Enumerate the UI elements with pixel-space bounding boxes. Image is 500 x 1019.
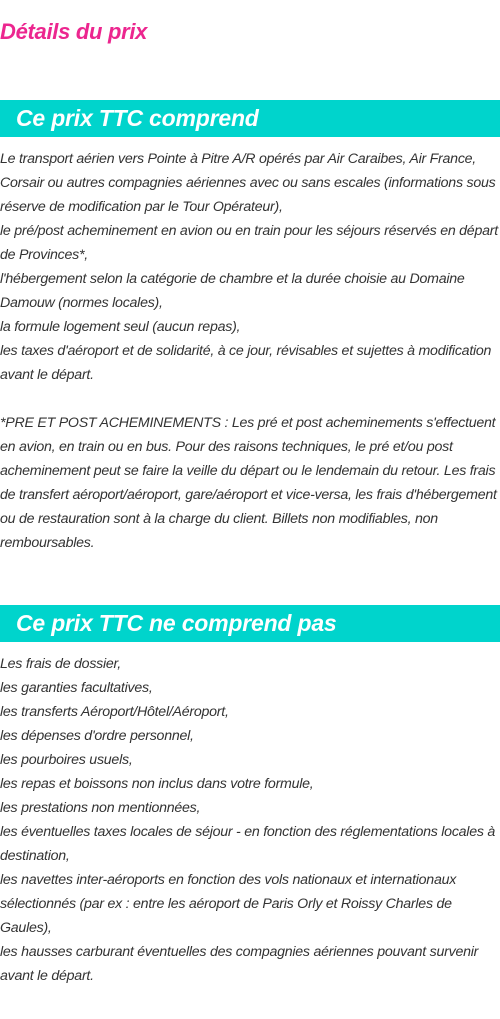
includes-list [0, 147, 500, 387]
includes-item: l'hébergement selon la catégorie de chambre et la durée choisie au Domaine Damouw (normes locales), [0, 271, 465, 311]
excludes-item: les éventuelles taxes locales de séjour - en fonction des réglementations locales à destination, [0, 824, 496, 864]
includes-heading: Ce prix TTC comprend [0, 100, 500, 137]
excludes-item: les prestations non mentionnées, [0, 800, 201, 816]
excludes-item: les transferts Aéroport/Hôtel/Aéroport, [0, 704, 229, 720]
page-title: Détails du prix [0, 19, 148, 44]
excludes-item: les pourboires usuels, [0, 752, 133, 768]
includes-item: les taxes d'aéroport et de solidarité, à ce jour, révisables et sujettes à modification avant le départ. [0, 343, 492, 383]
excludes-item: les dépenses d'ordre personnel, [0, 728, 194, 744]
excludes-item: les navettes inter-aéroports en fonction des vols nationaux et internationaux sélectionnés (par ex : entre les aéroport de Paris Orly et Roissy Charles de Gaules), [0, 872, 457, 936]
includes-item: le pré/post acheminement en avion ou en train pour les séjours réservés en départ de Provinces*, [0, 223, 498, 263]
excludes-item: les garanties facultatives, [0, 680, 153, 696]
excludes-list [0, 652, 500, 988]
excludes-heading: Ce prix TTC ne comprend pas [0, 605, 500, 642]
excludes-item: les hausses carburant éventuelles des compagnies aériennes pouvant survenir avant le départ. [0, 944, 479, 984]
note-text: *PRE ET POST ACHEMINEMENTS : Les pré et post acheminements s'effectuent en avion, en train ou en bus. Pour des raisons techniques, le pré et/ou post acheminement peut se faire la veille du départ ou le lendemain du retour. Les frais de transfert aéroport/aéroport, gare/aéroport et vice-versa, les frais d'hébergement ou de restauration sont à la charge du client. Billets non modifiables, non remboursables. [0, 415, 497, 551]
preacheminement-note [0, 411, 500, 555]
includes-item: Le transport aérien vers Pointe à Pitre A/R opérés par Air Caraibes, Air France, Corsair ou autres compagnies aériennes avec ou sans escales (informations sous réserve de modification par le Tour Opérateur), [0, 151, 496, 215]
includes-item: la formule logement seul (aucun repas), [0, 319, 241, 335]
excludes-item: les repas et boissons non inclus dans votre formule, [0, 776, 314, 792]
excludes-item: Les frais de dossier, [0, 656, 121, 672]
